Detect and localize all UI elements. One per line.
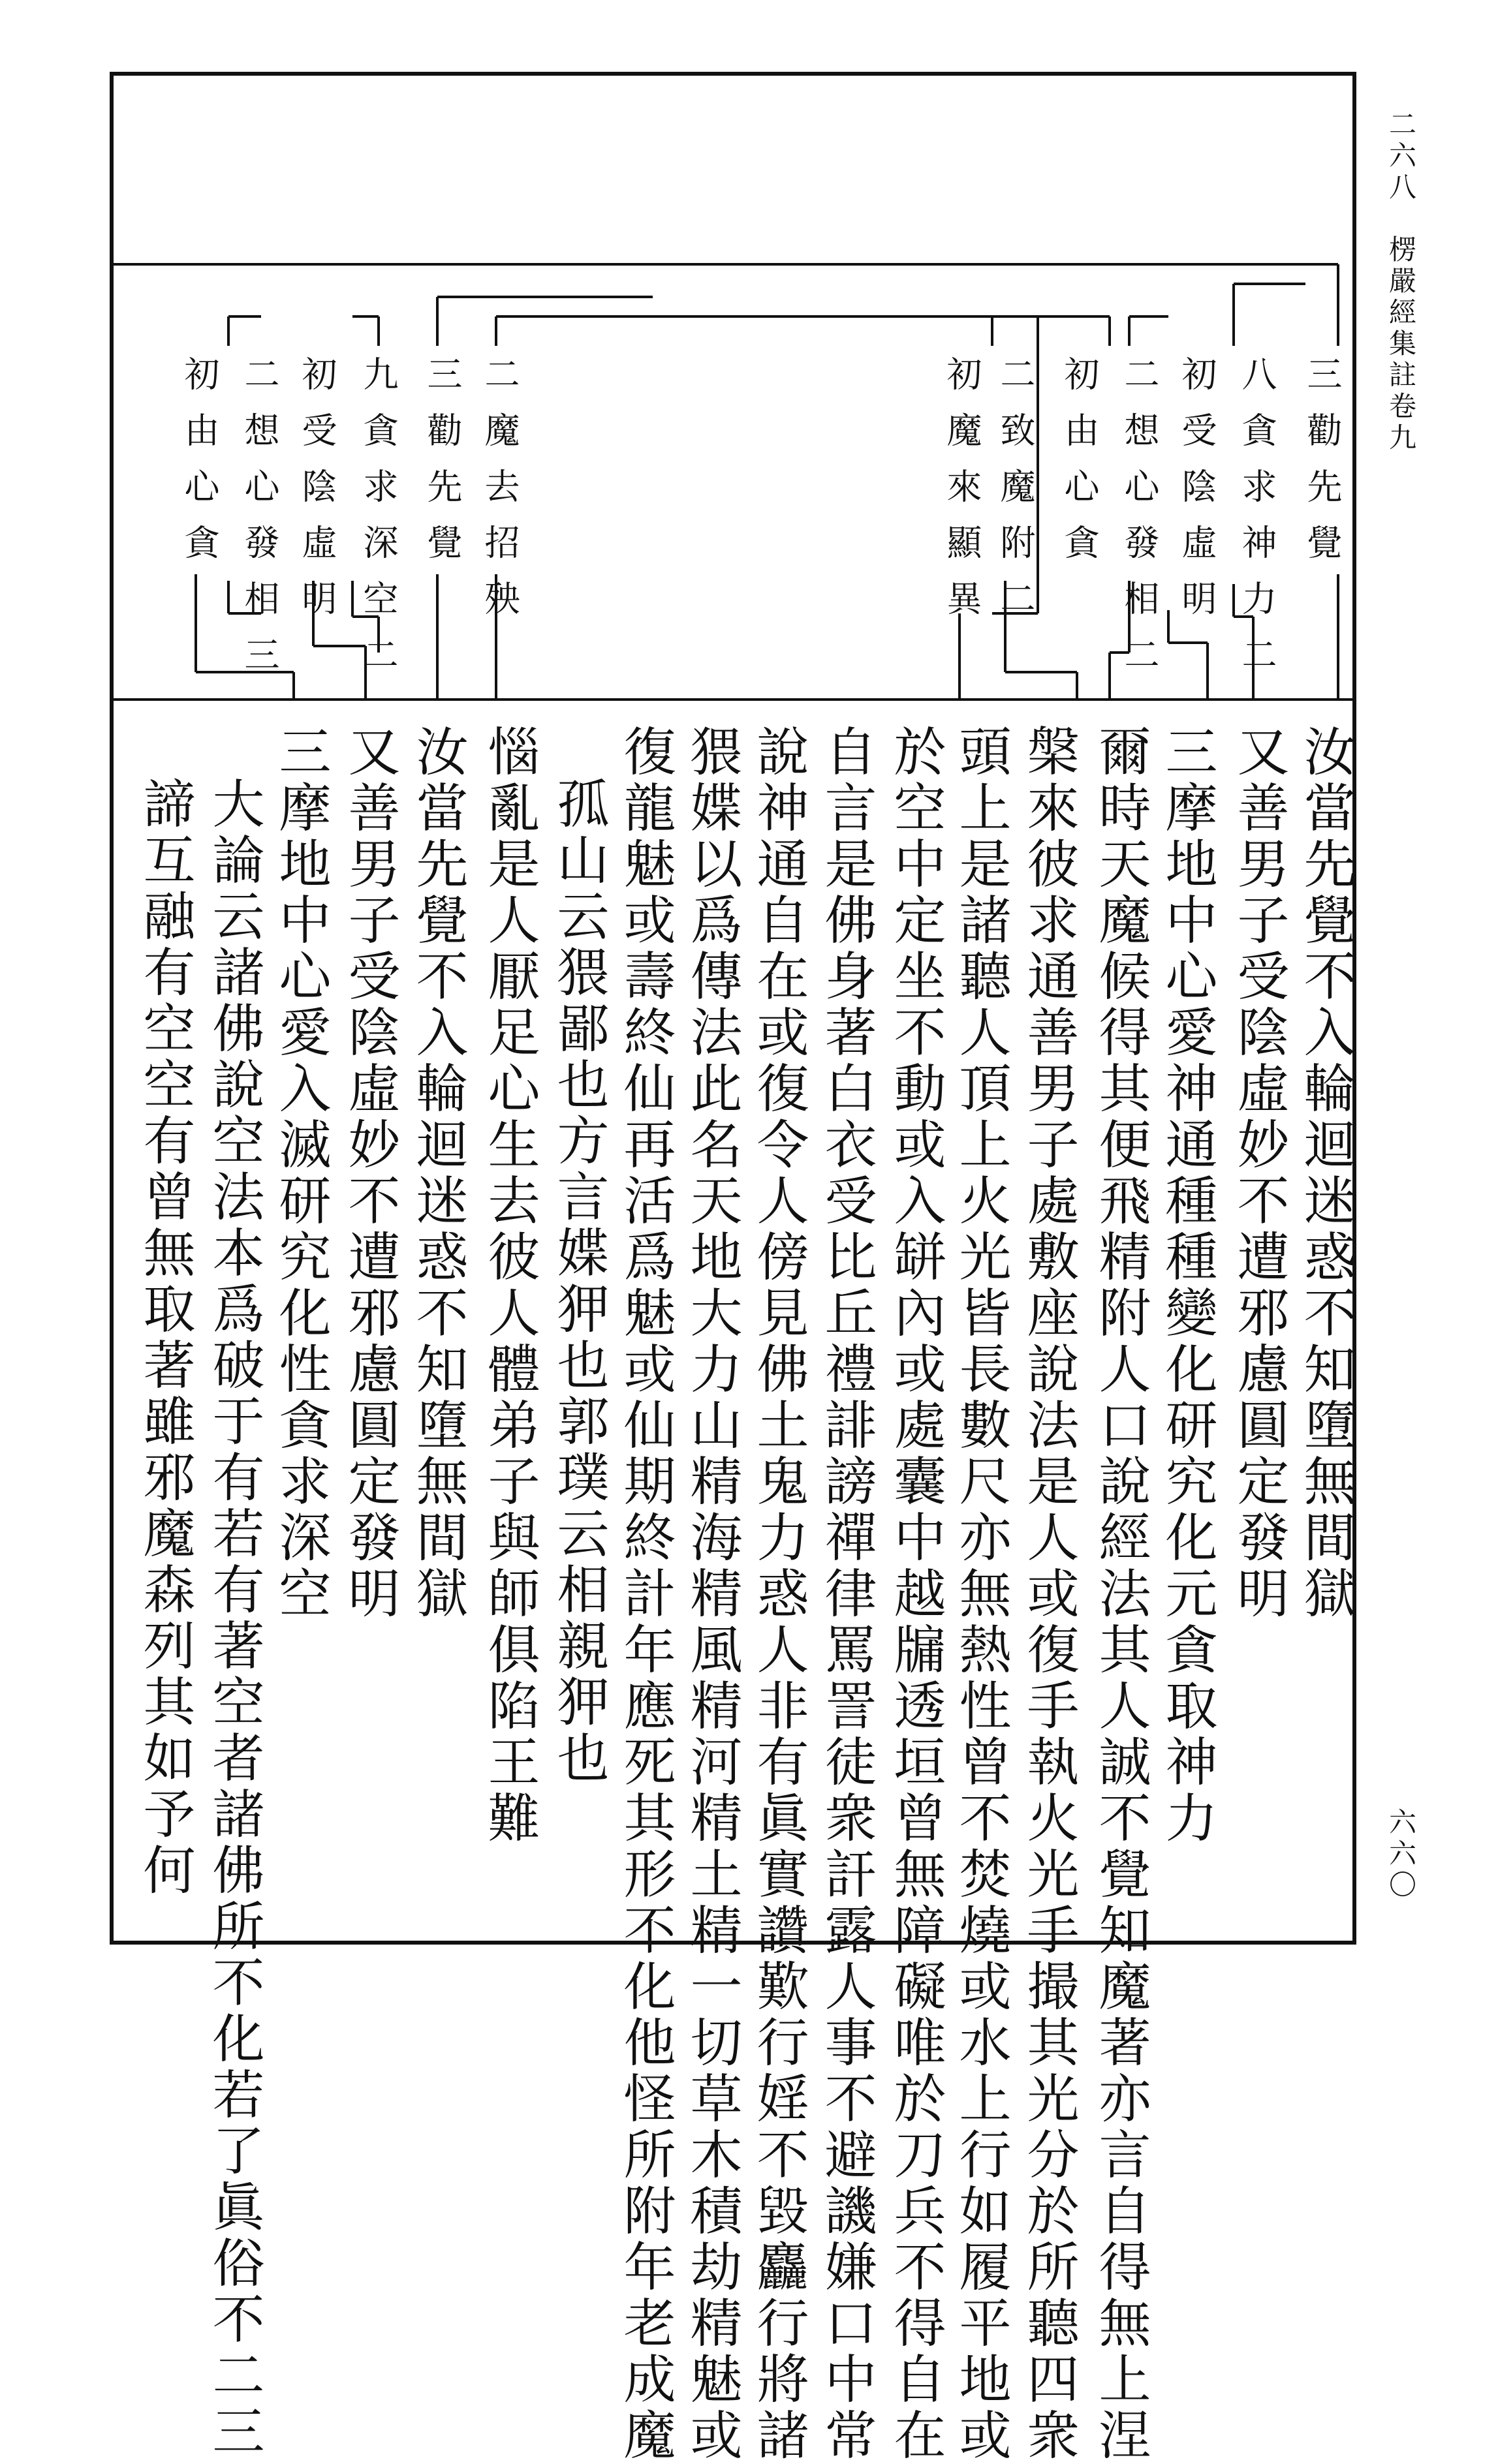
page-number-bottom: 六六〇 xyxy=(1385,1808,1417,1902)
text-column: 三摩地中心愛神通種種變化研究化元貪取神力 xyxy=(1157,724,1217,1847)
commentary-column: 大論云諸佛說空法本爲破于有若有著空者諸佛所不化若了眞俗不二三 xyxy=(204,777,264,2460)
outline-entry: 八貪求神力二 xyxy=(1236,356,1277,692)
commentary-column: 諦互融有空空有曾無取著雖邪魔森列其如予何 xyxy=(134,777,195,1899)
book-title: 楞嚴經集註卷九 xyxy=(1385,235,1417,454)
outline-entry: 初由心貪 xyxy=(1059,356,1100,580)
outline-entry: 初由心貪 xyxy=(179,356,220,580)
outline-entry: 二致魔附二 xyxy=(995,356,1036,636)
outline-entry: 三勸先覺 xyxy=(422,356,463,580)
page-number-top: 二六八 xyxy=(1385,110,1417,204)
text-column: 於空中定坐不動或入缾內或處囊中越牖透垣曾無障礙唯於刀兵不得自在 xyxy=(885,724,946,2464)
outline-entry: 初受陰虛明 xyxy=(296,356,337,636)
text-column: 說神通自在或復令人傍見佛土鬼力惑人非有眞實讚歎行婬不毀麤行將諸 xyxy=(748,724,809,2464)
text-column: 汝當先覺不入輪迴迷惑不知墮無間獄 xyxy=(407,724,468,1622)
text-column: 又善男子受陰虛妙不遭邪慮圓定發明 xyxy=(1228,724,1289,1622)
outline-entry: 二想心發相二 xyxy=(1119,356,1160,692)
outline-entry: 初受陰虛明 xyxy=(1176,356,1217,636)
text-column: 槃來彼求通善男子處敷座說法是人或復手執火光手撮其光分於所聽四衆 xyxy=(1018,724,1079,2464)
outline-entry: 初魔來顯異 xyxy=(941,356,982,636)
text-column: 惱亂是人厭足心生去彼人體弟子與師俱陷王難 xyxy=(479,724,540,1847)
outline-entry: 九貪求深空二 xyxy=(358,356,399,692)
text-column: 頭上是諸聽人頂上火光皆長數尺亦無熱性曾不焚燒或水上行如履平地或 xyxy=(950,724,1011,2464)
outline-entry: 三勸先覺 xyxy=(1302,356,1343,580)
text-column: 汝當先覺不入輪迴迷惑不知墮無間獄 xyxy=(1295,724,1356,1622)
text-column: 又善男子受陰虛妙不遭邪慮圓定發明 xyxy=(339,724,400,1622)
text-column: 復龍魅或壽終仙再活爲魅或仙期終計年應死其形不化他怪所附年老成魔 xyxy=(615,724,676,2464)
text-column: 三摩地中心愛入滅研究化性貪求深空 xyxy=(270,724,331,1622)
text-column: 猥媟以爲傳法此名天地大力山精海精風精河精土精一切草木積劫精魅或 xyxy=(681,724,742,2464)
outline-entry: 二想心發相三 xyxy=(239,356,280,692)
outline-entry: 二魔去招殃 xyxy=(479,356,520,636)
text-column: 自言是佛身著白衣受比丘禮誹謗禪律罵詈徒衆訐露人事不避譏嫌口中常 xyxy=(816,724,877,2464)
commentary-column: 孤山云猥鄙也方言媟狎也郭璞云相親狎也 xyxy=(548,777,609,1787)
text-column: 爾時天魔候得其便飛精附人口說經法其人誠不覺知魔著亦言自得無上涅 xyxy=(1090,724,1151,2464)
